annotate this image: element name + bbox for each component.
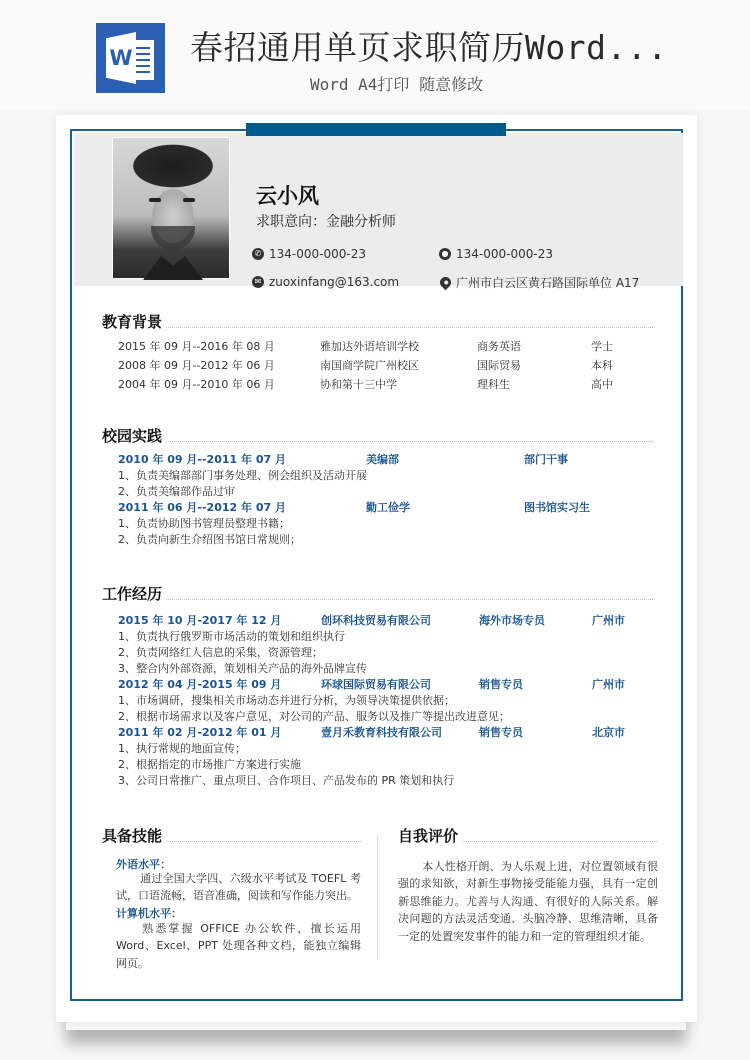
work-city: 广州市 bbox=[592, 614, 625, 627]
campus-org: 勤工俭学 bbox=[366, 501, 410, 514]
edu-school: 南国商学院广州校区 bbox=[320, 359, 419, 372]
edu-period: 2008 年 09 月--2012 年 06 月 bbox=[118, 359, 275, 372]
contact-address: 广州市白云区黄石路国际单位 A17 bbox=[440, 274, 639, 290]
title-divider bbox=[462, 841, 657, 842]
profile-header bbox=[74, 133, 683, 290]
profile-photo bbox=[112, 137, 230, 279]
campus-period: 2010 年 09 月--2011 年 07 月 bbox=[118, 453, 286, 466]
wechat-icon: ● bbox=[439, 248, 451, 260]
work-period: 2011 年 02 月-2012 年 01 月 bbox=[118, 726, 282, 739]
page-frame bbox=[70, 129, 683, 1001]
language-skill-text: 通过全国大学四、六级水平考试及 TOEFL 考试，口语流畅，语音准确，阅读和写作能力突出。 bbox=[116, 872, 361, 903]
edu-major: 商务英语 bbox=[477, 340, 521, 353]
edu-degree: 高中 bbox=[591, 378, 613, 391]
column-divider bbox=[377, 835, 378, 959]
campus-duty: 2、负责向新生介绍图书馆日常规则； bbox=[118, 533, 301, 546]
edu-major: 理科生 bbox=[477, 378, 510, 391]
computer-skill-label: 计算机水平： bbox=[116, 907, 182, 920]
work-period: 2015 年 10 月-2017 年 12 月 bbox=[118, 614, 282, 627]
work-duty: 2、根据市场需求以及客户意见，对公司的产品、服务以及推广等提出改进意见； bbox=[118, 710, 510, 723]
contact-wechat: ● 134-000-000-23 bbox=[439, 246, 553, 262]
edu-major: 国际贸易 bbox=[477, 359, 521, 372]
work-city: 北京市 bbox=[592, 726, 625, 739]
contact-phone: ✆ 134-000-000-23 bbox=[252, 246, 366, 262]
work-period: 2012 年 04 月-2015 年 09 月 bbox=[118, 678, 282, 691]
campus-period: 2011 年 06 月--2012 年 07 月 bbox=[118, 501, 286, 514]
work-company: 创环科技贸易有限公司 bbox=[321, 614, 431, 627]
banner-title: 春招通用单页求职简历Word... bbox=[190, 28, 668, 67]
self-eval-text: 本人性格开朗、为人乐观上进，对位置领域有很强的求知欲，对新生事物接受能能力强，具有一定创新思维能力。尤善与人沟通、有很好的人际关系。解决问题的方法灵活变通、头脑冷静、思维清晰，具备 一定的处置突发事件的能力和一定的管理组织才能。 bbox=[398, 860, 658, 943]
computer-skill-text: 熟悉掌握 OFFICE 办公软件，擅长运用 Word、Excel、PPT 处理各种文档，能独立编辑网页。 bbox=[116, 922, 361, 970]
word-letter: W bbox=[109, 46, 133, 70]
work-role: 销售专员 bbox=[479, 678, 523, 691]
job-intent: 求职意向：金融分析师 bbox=[256, 214, 396, 230]
campus-role: 部门干事 bbox=[524, 453, 568, 466]
section-campus-title: 校园实践 bbox=[102, 425, 653, 446]
title-divider bbox=[166, 327, 653, 328]
edu-period: 2004 年 09 月--2010 年 06 月 bbox=[118, 378, 275, 391]
work-city: 广州市 bbox=[592, 678, 625, 691]
edu-school: 协和第十三中学 bbox=[320, 378, 397, 391]
phone-icon: ✆ bbox=[252, 248, 264, 260]
campus-duty: 1、负责协助图书管理员整理书籍； bbox=[118, 517, 290, 530]
edu-degree: 学士 bbox=[591, 340, 613, 353]
work-role: 销售专员 bbox=[479, 726, 523, 739]
work-duty: 2、负责网络红人信息的采集，资源管理； bbox=[118, 646, 323, 659]
title-divider bbox=[166, 599, 653, 600]
campus-org: 美编部 bbox=[366, 453, 399, 466]
section-education-title: 教育背景 bbox=[102, 311, 653, 332]
title-divider bbox=[166, 841, 361, 842]
section-self-eval-title: 自我评价 bbox=[398, 825, 657, 846]
section-skills-title: 具备技能 bbox=[102, 825, 361, 846]
edu-period: 2015 年 09 月--2016 年 08 月 bbox=[118, 340, 275, 353]
banner-subtitle: Word A4打印 随意修改 bbox=[310, 75, 484, 94]
language-skill-label: 外语水平： bbox=[116, 858, 171, 871]
section-work-title: 工作经历 bbox=[102, 583, 653, 604]
title-divider bbox=[166, 441, 653, 442]
work-company: 环球国际贸易有限公司 bbox=[321, 678, 431, 691]
candidate-name: 云小风 bbox=[256, 184, 319, 208]
work-duty: 2、根据指定的市场推广方案进行实施 bbox=[118, 758, 301, 771]
mail-icon: ✉ bbox=[252, 276, 264, 288]
accent-bar bbox=[246, 123, 506, 136]
contact-email: ✉ zuoxinfang@163.com bbox=[252, 274, 399, 290]
work-company: 壹月禾教育科技有限公司 bbox=[321, 726, 442, 739]
campus-duty: 1、负责美编部部门事务处理、例会组织及活动开展 bbox=[118, 469, 367, 482]
work-duty: 3、整合内外部资源，策划相关产品的海外品牌宣传 bbox=[118, 662, 367, 675]
word-doc-icon bbox=[96, 23, 165, 93]
download-banner bbox=[0, 0, 750, 110]
work-duty: 1、负责执行俄罗斯市场活动的策划和组织执行 bbox=[118, 630, 345, 643]
campus-duty: 2、负责美编部作品过审 bbox=[118, 485, 235, 498]
resume-page bbox=[56, 115, 697, 1022]
work-role: 海外市场专员 bbox=[479, 614, 545, 627]
edu-degree: 本科 bbox=[591, 359, 613, 372]
work-duty: 1、市场调研，搜集相关市场动态并进行分析，为领导决策提供依据； bbox=[118, 694, 455, 707]
campus-role: 图书馆实习生 bbox=[524, 501, 590, 514]
location-pin-icon bbox=[438, 274, 454, 290]
edu-school: 雅加达外语培训学校 bbox=[320, 340, 419, 353]
work-duty: 3、公司日常推广、重点项目、合作项目、产品发布的 PR 策划和执行 bbox=[118, 774, 455, 787]
work-duty: 1、执行常规的地面宣传； bbox=[118, 742, 246, 755]
